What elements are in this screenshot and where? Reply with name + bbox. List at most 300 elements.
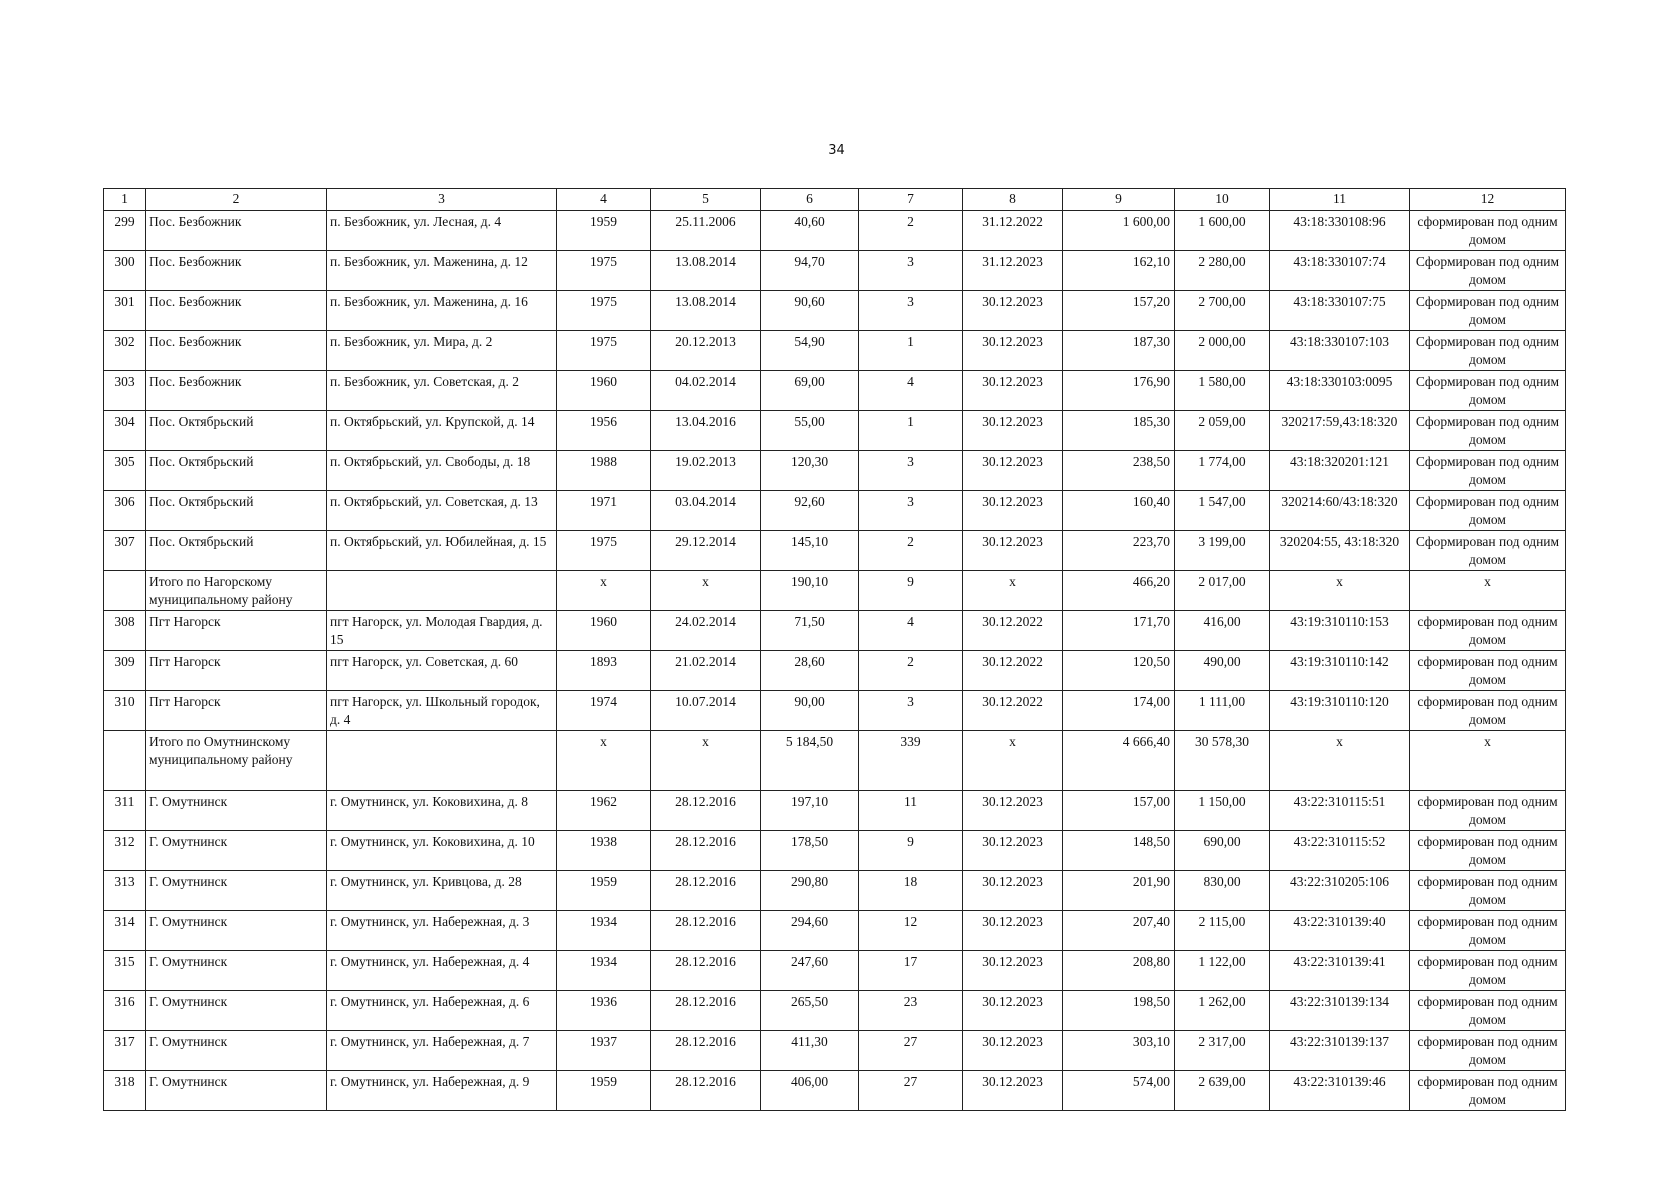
deadline-cell: 30.12.2023 — [963, 791, 1063, 831]
deadline-cell: 31.12.2023 — [963, 251, 1063, 291]
column-number: 7 — [859, 189, 963, 211]
row-number: 307 — [104, 531, 146, 571]
date-cell: x — [651, 731, 761, 791]
date-cell: 25.11.2006 — [651, 211, 761, 251]
value-cell: 690,00 — [1175, 831, 1270, 871]
table-row — [104, 291, 1566, 331]
value-cell: 1 600,00 — [1175, 211, 1270, 251]
deadline-cell: 30.12.2023 — [963, 411, 1063, 451]
count-cell: 4 — [859, 611, 963, 651]
count-cell: 4 — [859, 371, 963, 411]
cadastral-cell: 320204:55, 43:18:320 — [1270, 531, 1410, 571]
table-row — [104, 911, 1566, 951]
date-cell: 28.12.2016 — [651, 991, 761, 1031]
area-cell: 94,70 — [761, 251, 859, 291]
value-cell: 1 547,00 — [1175, 491, 1270, 531]
year-cell: 1934 — [557, 951, 651, 991]
value-cell: 185,30 — [1063, 411, 1175, 451]
table-row — [104, 411, 1566, 451]
status-cell: Сформирован под одним домом — [1410, 251, 1566, 291]
deadline-cell: 30.12.2023 — [963, 371, 1063, 411]
year-cell: 1975 — [557, 251, 651, 291]
table-row — [104, 1071, 1566, 1111]
address-cell: пгт Нагорск, ул. Советская, д. 60 — [327, 651, 557, 691]
area-cell: 247,60 — [761, 951, 859, 991]
date-cell: 20.12.2013 — [651, 331, 761, 371]
settlement-cell: Пос. Октябрьский — [146, 491, 327, 531]
rows-group — [104, 791, 1566, 1111]
count-cell: 23 — [859, 991, 963, 1031]
value-cell: 2 700,00 — [1175, 291, 1270, 331]
cadastral-cell: 43:18:330108:96 — [1270, 211, 1410, 251]
area-cell: 406,00 — [761, 1071, 859, 1111]
count-cell: 9 — [859, 571, 963, 611]
address-cell — [327, 731, 557, 791]
address-cell: г. Омутнинск, ул. Набережная, д. 9 — [327, 1071, 557, 1111]
address-cell: п. Безбожник, ул. Маженина, д. 12 — [327, 251, 557, 291]
cadastral-cell: 43:22:310139:137 — [1270, 1031, 1410, 1071]
value-cell: 1 580,00 — [1175, 371, 1270, 411]
status-cell: сформирован под одним домом — [1410, 831, 1566, 871]
area-cell: 71,50 — [761, 611, 859, 651]
cadastral-cell: 320214:60/43:18:320 — [1270, 491, 1410, 531]
value-cell: 1 774,00 — [1175, 451, 1270, 491]
year-cell: 1893 — [557, 651, 651, 691]
table-row — [104, 491, 1566, 531]
count-cell: 2 — [859, 531, 963, 571]
table-row — [104, 611, 1566, 651]
date-cell: 13.04.2016 — [651, 411, 761, 451]
deadline-cell: 30.12.2023 — [963, 531, 1063, 571]
value-cell: 416,00 — [1175, 611, 1270, 651]
status-cell: сформирован под одним домом — [1410, 871, 1566, 911]
value-cell: 30 578,30 — [1175, 731, 1270, 791]
status-cell: Сформирован под одним домом — [1410, 451, 1566, 491]
table-row — [104, 451, 1566, 491]
address-cell: пгт Нагорск, ул. Школьный городок, д. 4 — [327, 691, 557, 731]
area-cell: 411,30 — [761, 1031, 859, 1071]
deadline-cell: 30.12.2023 — [963, 991, 1063, 1031]
area-cell: 145,10 — [761, 531, 859, 571]
settlement-cell: Г. Омутнинск — [146, 1071, 327, 1111]
value-cell: 574,00 — [1063, 1071, 1175, 1111]
status-cell: x — [1410, 571, 1566, 611]
date-cell: 28.12.2016 — [651, 911, 761, 951]
year-cell: 1975 — [557, 331, 651, 371]
value-cell: 1 262,00 — [1175, 991, 1270, 1031]
column-number: 5 — [651, 189, 761, 211]
deadline-cell: 30.12.2023 — [963, 331, 1063, 371]
count-cell: 3 — [859, 451, 963, 491]
table-row — [104, 331, 1566, 371]
column-number: 2 — [146, 189, 327, 211]
year-cell: 1959 — [557, 211, 651, 251]
address-cell: п. Безбожник, ул. Советская, д. 2 — [327, 371, 557, 411]
count-cell: 3 — [859, 491, 963, 531]
column-number: 3 — [327, 189, 557, 211]
value-cell: 2 317,00 — [1175, 1031, 1270, 1071]
value-cell: 1 122,00 — [1175, 951, 1270, 991]
status-cell: сформирован под одним домом — [1410, 911, 1566, 951]
address-cell: п. Октябрьский, ул. Крупской, д. 14 — [327, 411, 557, 451]
area-cell: 92,60 — [761, 491, 859, 531]
settlement-cell: Пос. Безбожник — [146, 371, 327, 411]
deadline-cell: 30.12.2023 — [963, 291, 1063, 331]
address-cell: г. Омутнинск, ул. Набережная, д. 6 — [327, 991, 557, 1031]
settlement-cell: Пгт Нагорск — [146, 691, 327, 731]
date-cell: 10.07.2014 — [651, 691, 761, 731]
status-cell: сформирован под одним домом — [1410, 1031, 1566, 1071]
value-cell: 2 639,00 — [1175, 1071, 1270, 1111]
table-row — [104, 251, 1566, 291]
value-cell: 162,10 — [1063, 251, 1175, 291]
date-cell: 24.02.2014 — [651, 611, 761, 651]
settlement-cell: Г. Омутнинск — [146, 791, 327, 831]
count-cell: 27 — [859, 1031, 963, 1071]
area-cell: 40,60 — [761, 211, 859, 251]
subtotal-row-nagorsk — [104, 571, 1566, 611]
settlement-cell: Г. Омутнинск — [146, 871, 327, 911]
count-cell: 12 — [859, 911, 963, 951]
date-cell: 03.04.2014 — [651, 491, 761, 531]
value-cell: 157,20 — [1063, 291, 1175, 331]
address-cell: п. Октябрьский, ул. Юбилейная, д. 15 — [327, 531, 557, 571]
status-cell: Сформирован под одним домом — [1410, 371, 1566, 411]
cadastral-cell: x — [1270, 731, 1410, 791]
value-cell: 208,80 — [1063, 951, 1175, 991]
column-number-row — [104, 189, 1566, 211]
date-cell: 28.12.2016 — [651, 871, 761, 911]
status-cell: сформирован под одним домом — [1410, 1071, 1566, 1111]
settlement-cell: Г. Омутнинск — [146, 991, 327, 1031]
year-cell: 1959 — [557, 871, 651, 911]
settlement-cell: Пос. Безбожник — [146, 211, 327, 251]
row-number: 315 — [104, 951, 146, 991]
count-cell: 27 — [859, 1071, 963, 1111]
settlement-cell: Пгт Нагорск — [146, 611, 327, 651]
year-cell: 1962 — [557, 791, 651, 831]
row-number: 299 — [104, 211, 146, 251]
deadline-cell: 30.12.2023 — [963, 911, 1063, 951]
cadastral-cell: 43:18:320201:121 — [1270, 451, 1410, 491]
year-cell: 1960 — [557, 611, 651, 651]
cadastral-cell: 43:22:310139:46 — [1270, 1071, 1410, 1111]
address-cell: п. Безбожник, ул. Лесная, д. 4 — [327, 211, 557, 251]
date-cell: 13.08.2014 — [651, 251, 761, 291]
cadastral-cell: 43:22:310115:52 — [1270, 831, 1410, 871]
cadastral-cell: 43:22:310115:51 — [1270, 791, 1410, 831]
table-row — [104, 651, 1566, 691]
row-number: 308 — [104, 611, 146, 651]
table-row — [104, 791, 1566, 831]
year-cell: 1975 — [557, 531, 651, 571]
value-cell: 160,40 — [1063, 491, 1175, 531]
deadline-cell: 30.12.2023 — [963, 451, 1063, 491]
status-cell: сформирован под одним домом — [1410, 991, 1566, 1031]
year-cell: 1960 — [557, 371, 651, 411]
address-cell: пгт Нагорск, ул. Молодая Гвардия, д. 15 — [327, 611, 557, 651]
date-cell: x — [651, 571, 761, 611]
area-cell: 69,00 — [761, 371, 859, 411]
count-cell: 17 — [859, 951, 963, 991]
area-cell: 90,60 — [761, 291, 859, 331]
value-cell: 198,50 — [1063, 991, 1175, 1031]
count-cell: 9 — [859, 831, 963, 871]
value-cell: 201,90 — [1063, 871, 1175, 911]
row-number: 306 — [104, 491, 146, 531]
settlement-cell: Пос. Октябрьский — [146, 411, 327, 451]
year-cell: 1956 — [557, 411, 651, 451]
area-cell: 28,60 — [761, 651, 859, 691]
value-cell: 1 150,00 — [1175, 791, 1270, 831]
value-cell: 223,70 — [1063, 531, 1175, 571]
status-cell: сформирован под одним домом — [1410, 211, 1566, 251]
deadline-cell: 30.12.2023 — [963, 871, 1063, 911]
area-cell: 120,30 — [761, 451, 859, 491]
cadastral-cell: 43:18:330107:103 — [1270, 331, 1410, 371]
column-number: 6 — [761, 189, 859, 211]
date-cell: 21.02.2014 — [651, 651, 761, 691]
date-cell: 28.12.2016 — [651, 791, 761, 831]
table-row — [104, 691, 1566, 731]
area-cell: 54,90 — [761, 331, 859, 371]
column-number: 11 — [1270, 189, 1410, 211]
cadastral-cell: 43:19:310110:153 — [1270, 611, 1410, 651]
value-cell: 207,40 — [1063, 911, 1175, 951]
table-row — [104, 531, 1566, 571]
deadline-cell: x — [963, 571, 1063, 611]
year-cell: x — [557, 571, 651, 611]
status-cell: Сформирован под одним домом — [1410, 291, 1566, 331]
count-cell: 1 — [859, 411, 963, 451]
count-cell: 11 — [859, 791, 963, 831]
value-cell: 2 000,00 — [1175, 331, 1270, 371]
value-cell: 238,50 — [1063, 451, 1175, 491]
date-cell: 28.12.2016 — [651, 831, 761, 871]
value-cell: 4 666,40 — [1063, 731, 1175, 791]
address-cell: п. Безбожник, ул. Мира, д. 2 — [327, 331, 557, 371]
area-cell: 197,10 — [761, 791, 859, 831]
status-cell: сформирован под одним домом — [1410, 691, 1566, 731]
status-cell: x — [1410, 731, 1566, 791]
row-number: 317 — [104, 1031, 146, 1071]
date-cell: 28.12.2016 — [651, 1071, 761, 1111]
table-row — [104, 211, 1566, 251]
value-cell: 157,00 — [1063, 791, 1175, 831]
value-cell: 466,20 — [1063, 571, 1175, 611]
status-cell: Сформирован под одним домом — [1410, 491, 1566, 531]
deadline-cell: 30.12.2023 — [963, 491, 1063, 531]
address-cell: г. Омутнинск, ул. Коковихина, д. 10 — [327, 831, 557, 871]
cadastral-cell: 43:22:310139:41 — [1270, 951, 1410, 991]
table-row — [104, 371, 1566, 411]
value-cell: 2 280,00 — [1175, 251, 1270, 291]
year-cell: 1975 — [557, 291, 651, 331]
year-cell: 1959 — [557, 1071, 651, 1111]
registry-table — [103, 188, 1566, 1111]
value-cell: 148,50 — [1063, 831, 1175, 871]
address-cell: п. Октябрьский, ул. Свободы, д. 18 — [327, 451, 557, 491]
address-cell: п. Безбожник, ул. Маженина, д. 16 — [327, 291, 557, 331]
value-cell: 174,00 — [1063, 691, 1175, 731]
row-number: 305 — [104, 451, 146, 491]
column-number: 8 — [963, 189, 1063, 211]
settlement-cell: Г. Омутнинск — [146, 831, 327, 871]
status-cell: сформирован под одним домом — [1410, 651, 1566, 691]
row-number: 309 — [104, 651, 146, 691]
settlement-cell: Пос. Октябрьский — [146, 451, 327, 491]
value-cell: 187,30 — [1063, 331, 1175, 371]
rows-group — [104, 611, 1566, 731]
settlement-cell: Пос. Октябрьский — [146, 531, 327, 571]
area-cell: 290,80 — [761, 871, 859, 911]
deadline-cell: 31.12.2022 — [963, 211, 1063, 251]
deadline-cell: 30.12.2022 — [963, 651, 1063, 691]
count-cell: 1 — [859, 331, 963, 371]
year-cell: 1988 — [557, 451, 651, 491]
deadline-cell: 30.12.2022 — [963, 691, 1063, 731]
row-number: 302 — [104, 331, 146, 371]
deadline-cell: 30.12.2023 — [963, 1031, 1063, 1071]
value-cell: 830,00 — [1175, 871, 1270, 911]
count-cell: 3 — [859, 251, 963, 291]
cadastral-cell: 43:22:310205:106 — [1270, 871, 1410, 911]
column-number: 10 — [1175, 189, 1270, 211]
area-cell: 55,00 — [761, 411, 859, 451]
cadastral-cell: x — [1270, 571, 1410, 611]
cadastral-cell: 43:19:310110:142 — [1270, 651, 1410, 691]
count-cell: 339 — [859, 731, 963, 791]
settlement-cell: Г. Омутнинск — [146, 1031, 327, 1071]
row-number: 301 — [104, 291, 146, 331]
cadastral-cell: 43:18:330107:75 — [1270, 291, 1410, 331]
page-number: 34 — [828, 143, 845, 158]
value-cell: 176,90 — [1063, 371, 1175, 411]
value-cell: 3 199,00 — [1175, 531, 1270, 571]
column-number: 12 — [1410, 189, 1566, 211]
row-number — [104, 731, 146, 791]
row-number: 316 — [104, 991, 146, 1031]
date-cell: 04.02.2014 — [651, 371, 761, 411]
year-cell: x — [557, 731, 651, 791]
value-cell: 1 600,00 — [1063, 211, 1175, 251]
address-cell — [327, 571, 557, 611]
year-cell: 1936 — [557, 991, 651, 1031]
row-number: 310 — [104, 691, 146, 731]
row-number: 318 — [104, 1071, 146, 1111]
deadline-cell: 30.12.2023 — [963, 1071, 1063, 1111]
settlement-cell: Пос. Безбожник — [146, 251, 327, 291]
value-cell: 1 111,00 — [1175, 691, 1270, 731]
address-cell: г. Омутнинск, ул. Кривцова, д. 28 — [327, 871, 557, 911]
deadline-cell: 30.12.2022 — [963, 611, 1063, 651]
rows-group — [104, 211, 1566, 571]
table-row — [104, 991, 1566, 1031]
count-cell: 3 — [859, 691, 963, 731]
area-cell: 178,50 — [761, 831, 859, 871]
row-number: 312 — [104, 831, 146, 871]
settlement-cell: Г. Омутнинск — [146, 911, 327, 951]
value-cell: 303,10 — [1063, 1031, 1175, 1071]
row-number: 314 — [104, 911, 146, 951]
row-number: 300 — [104, 251, 146, 291]
value-cell: 2 059,00 — [1175, 411, 1270, 451]
value-cell: 171,70 — [1063, 611, 1175, 651]
column-number: 1 — [104, 189, 146, 211]
date-cell: 19.02.2013 — [651, 451, 761, 491]
address-cell: г. Омутнинск, ул. Коковихина, д. 8 — [327, 791, 557, 831]
subtotal-label: Итого по Омутнинскому муниципальному району — [146, 731, 327, 791]
date-cell: 28.12.2016 — [651, 1031, 761, 1071]
table-row — [104, 951, 1566, 991]
value-cell: 490,00 — [1175, 651, 1270, 691]
cadastral-cell: 320217:59,43:18:320 — [1270, 411, 1410, 451]
date-cell: 29.12.2014 — [651, 531, 761, 571]
value-cell: 2 017,00 — [1175, 571, 1270, 611]
year-cell: 1974 — [557, 691, 651, 731]
value-cell: 2 115,00 — [1175, 911, 1270, 951]
deadline-cell: x — [963, 731, 1063, 791]
row-number: 303 — [104, 371, 146, 411]
area-cell: 190,10 — [761, 571, 859, 611]
address-cell: г. Омутнинск, ул. Набережная, д. 3 — [327, 911, 557, 951]
status-cell: сформирован под одним домом — [1410, 611, 1566, 651]
area-cell: 90,00 — [761, 691, 859, 731]
settlement-cell: Пос. Безбожник — [146, 291, 327, 331]
year-cell: 1971 — [557, 491, 651, 531]
area-cell: 294,60 — [761, 911, 859, 951]
area-cell: 5 184,50 — [761, 731, 859, 791]
settlement-cell: Г. Омутнинск — [146, 951, 327, 991]
row-number: 304 — [104, 411, 146, 451]
cadastral-cell: 43:18:330103:0095 — [1270, 371, 1410, 411]
column-number: 4 — [557, 189, 651, 211]
table-row — [104, 831, 1566, 871]
deadline-cell: 30.12.2023 — [963, 951, 1063, 991]
table-row — [104, 871, 1566, 911]
area-cell: 265,50 — [761, 991, 859, 1031]
status-cell: сформирован под одним домом — [1410, 791, 1566, 831]
count-cell: 2 — [859, 651, 963, 691]
status-cell: сформирован под одним домом — [1410, 951, 1566, 991]
cadastral-cell: 43:18:330107:74 — [1270, 251, 1410, 291]
address-cell: г. Омутнинск, ул. Набережная, д. 4 — [327, 951, 557, 991]
row-number: 311 — [104, 791, 146, 831]
status-cell: Сформирован под одним домом — [1410, 411, 1566, 451]
count-cell: 3 — [859, 291, 963, 331]
year-cell: 1938 — [557, 831, 651, 871]
year-cell: 1934 — [557, 911, 651, 951]
value-cell: 120,50 — [1063, 651, 1175, 691]
subtotal-label: Итого по Нагорскому муниципальному району — [146, 571, 327, 611]
status-cell: Сформирован под одним домом — [1410, 331, 1566, 371]
address-cell: г. Омутнинск, ул. Набережная, д. 7 — [327, 1031, 557, 1071]
date-cell: 28.12.2016 — [651, 951, 761, 991]
subtotal-row-omutninsk — [104, 731, 1566, 791]
settlement-cell: Пгт Нагорск — [146, 651, 327, 691]
count-cell: 2 — [859, 211, 963, 251]
row-number — [104, 571, 146, 611]
status-cell: Сформирован под одним домом — [1410, 531, 1566, 571]
column-number: 9 — [1063, 189, 1175, 211]
deadline-cell: 30.12.2023 — [963, 831, 1063, 871]
cadastral-cell: 43:22:310139:134 — [1270, 991, 1410, 1031]
cadastral-cell: 43:22:310139:40 — [1270, 911, 1410, 951]
row-number: 313 — [104, 871, 146, 911]
address-cell: п. Октябрьский, ул. Советская, д. 13 — [327, 491, 557, 531]
year-cell: 1937 — [557, 1031, 651, 1071]
table-row — [104, 1031, 1566, 1071]
